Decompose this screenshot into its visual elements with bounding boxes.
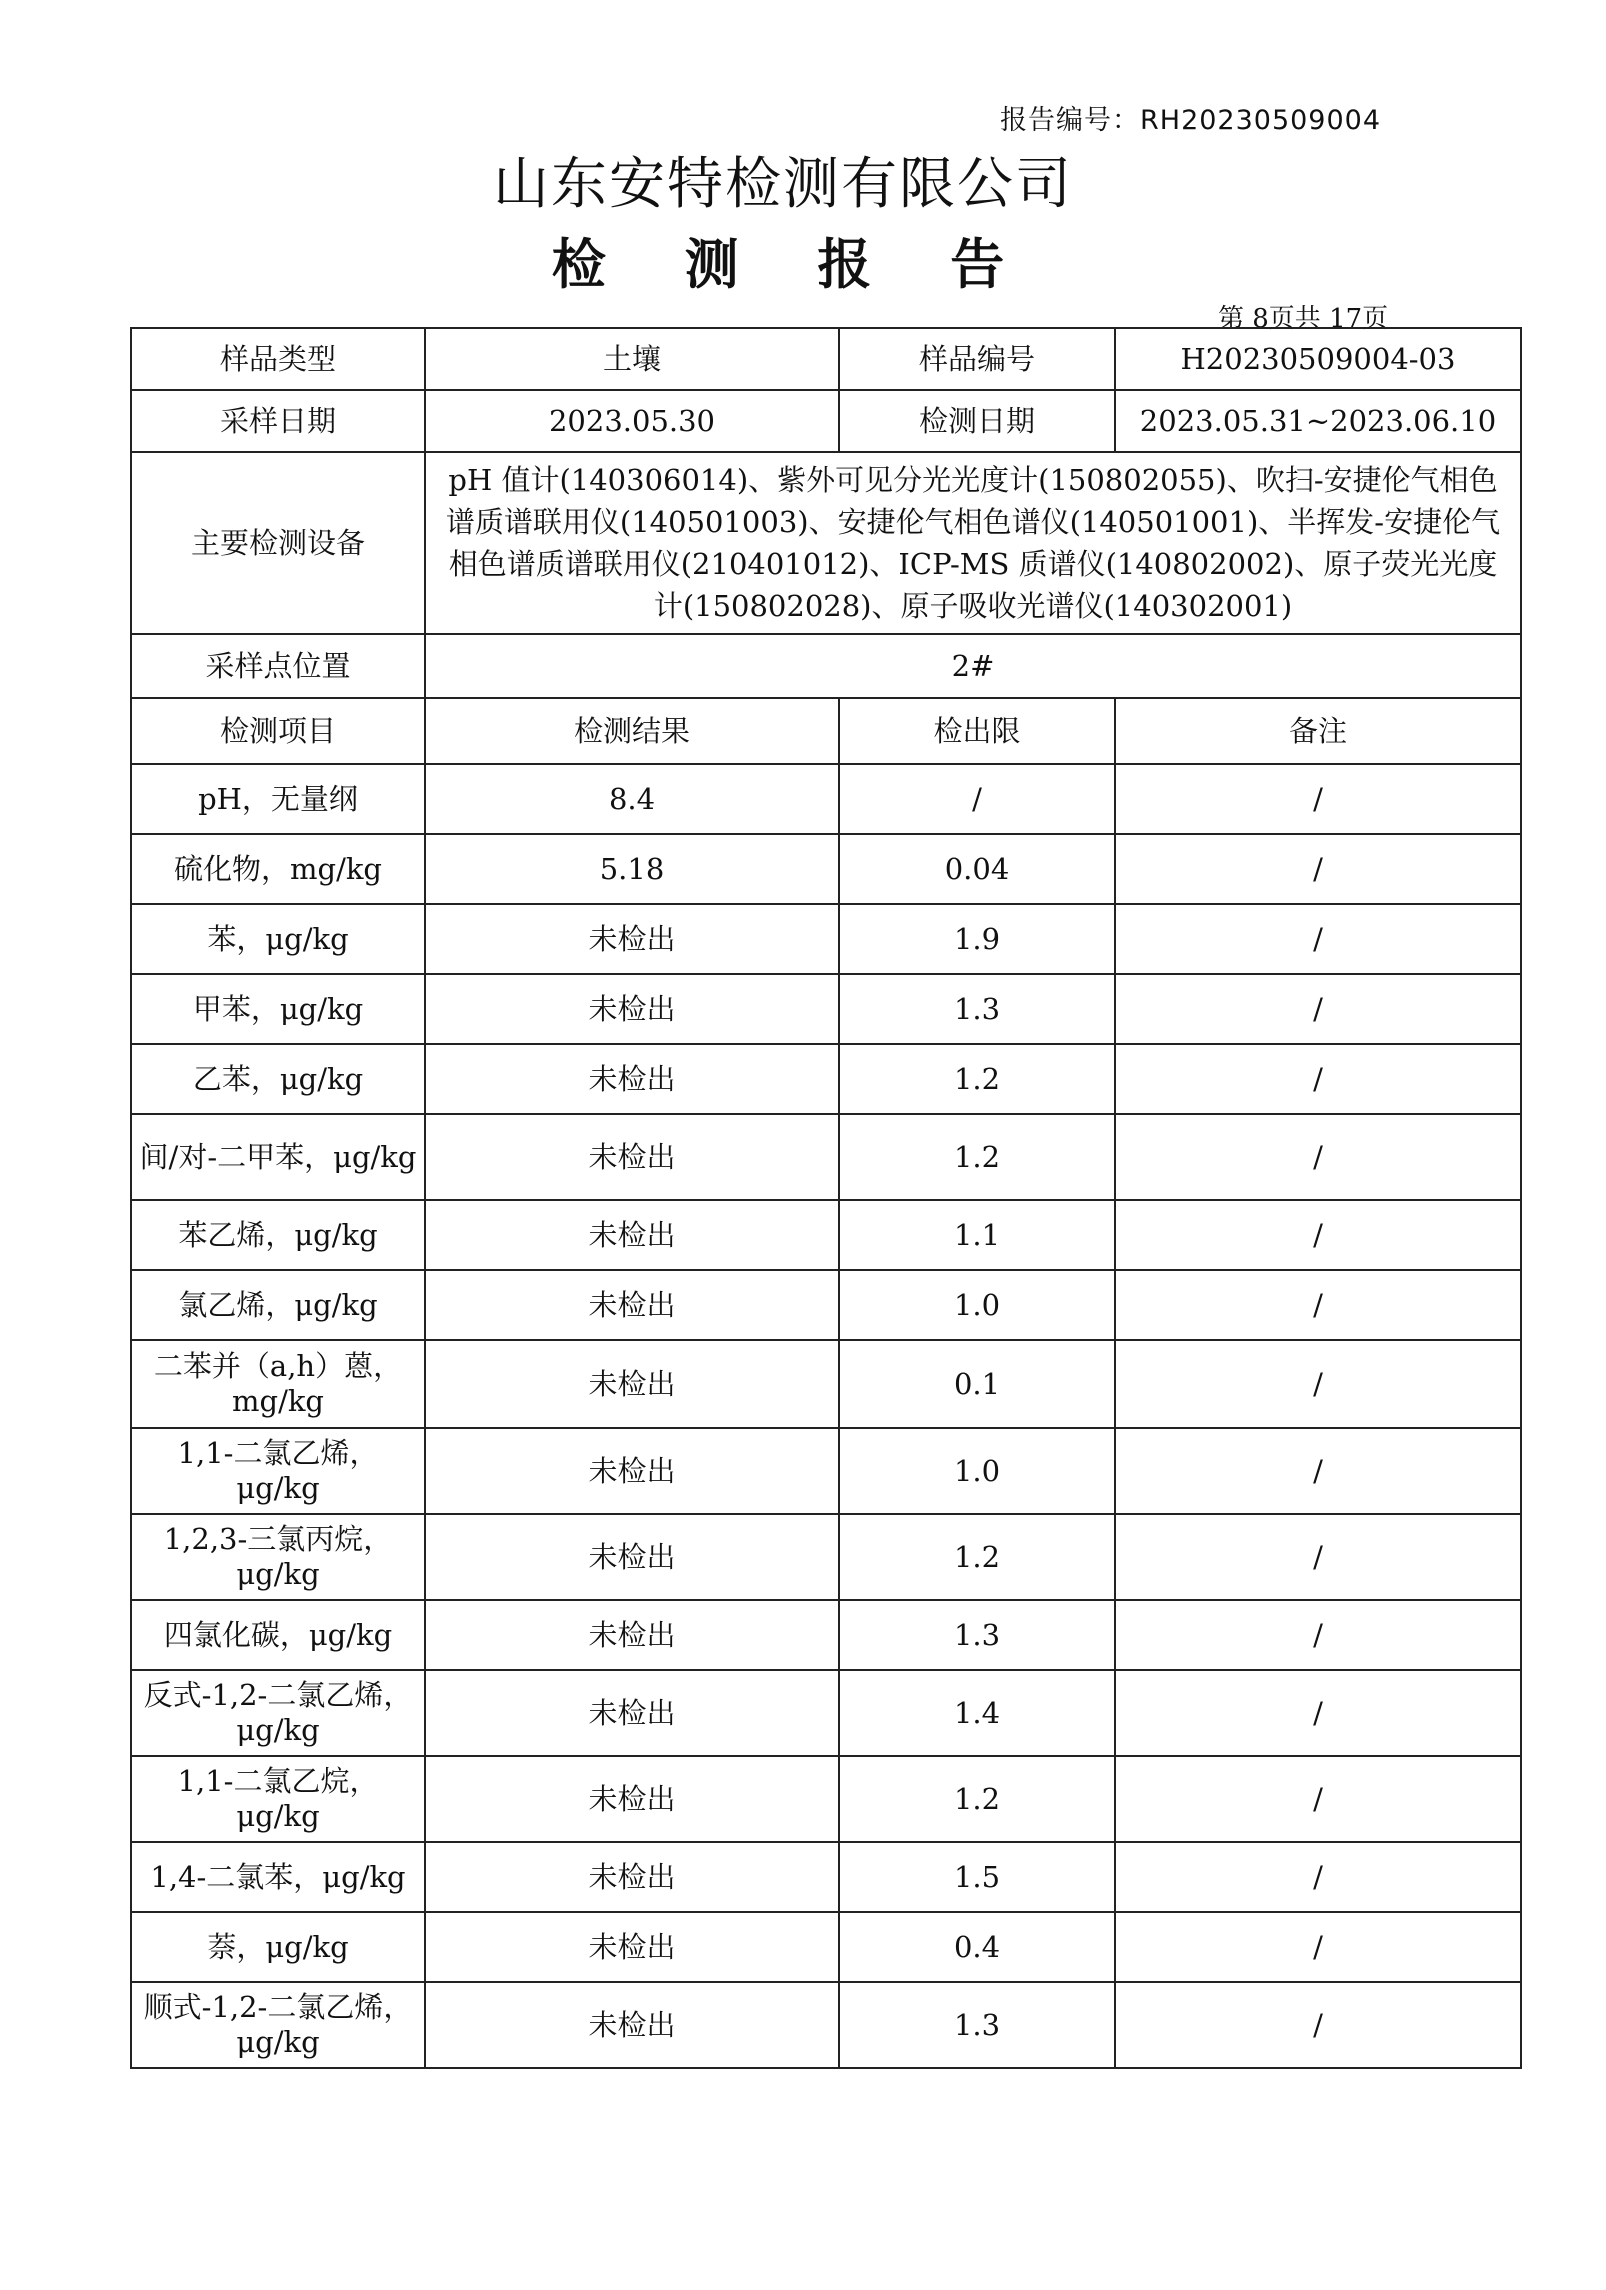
column-header-limit: 检出限 [839, 698, 1115, 764]
row-item: 1,4-二氯苯，μg/kg [131, 1842, 425, 1912]
row-note: / [1115, 1114, 1521, 1200]
row-result: 未检出 [425, 1514, 839, 1600]
row-result: 8.4 [425, 764, 839, 834]
table-row [131, 1044, 1521, 1114]
sample-type-row [131, 328, 1521, 390]
location-value: 2# [425, 634, 1521, 698]
row-result: 未检出 [425, 1982, 839, 2068]
sample-no-label: 样品编号 [839, 328, 1115, 390]
row-limit: 1.2 [839, 1044, 1115, 1114]
row-limit: 0.04 [839, 834, 1115, 904]
equipment-row [131, 452, 1521, 634]
table-row [131, 1600, 1521, 1670]
sampling-date-label: 采样日期 [131, 390, 425, 452]
row-limit: 1.5 [839, 1842, 1115, 1912]
row-item: 间/对-二甲苯，μg/kg [131, 1114, 425, 1200]
row-item: 硫化物，mg/kg [131, 834, 425, 904]
row-result: 未检出 [425, 1200, 839, 1270]
row-item: 顺式-1,2-二氯乙烯，μg/kg [131, 1982, 425, 2068]
sample-type-value: 土壤 [425, 328, 839, 390]
row-note: / [1115, 1912, 1521, 1982]
row-note: / [1115, 1756, 1521, 1842]
row-item: 乙苯，μg/kg [131, 1044, 425, 1114]
location-row [131, 634, 1521, 698]
row-item: 1,1-二氯乙烯，μg/kg [131, 1428, 425, 1514]
row-result: 未检出 [425, 1270, 839, 1340]
row-limit: 1.2 [839, 1514, 1115, 1600]
test-date-value: 2023.05.31~2023.06.10 [1115, 390, 1521, 452]
row-note: / [1115, 1670, 1521, 1756]
row-result: 未检出 [425, 974, 839, 1044]
row-result: 未检出 [425, 904, 839, 974]
report-table [130, 327, 1522, 2069]
row-limit: 1.3 [839, 974, 1115, 1044]
row-note: / [1115, 1340, 1521, 1428]
row-limit: 1.9 [839, 904, 1115, 974]
table-row [131, 1340, 1521, 1428]
row-limit: 0.1 [839, 1340, 1115, 1428]
row-result: 未检出 [425, 1044, 839, 1114]
row-note: / [1115, 1514, 1521, 1600]
row-note: / [1115, 974, 1521, 1044]
row-note: / [1115, 1270, 1521, 1340]
page-indicator: 第 8页共 17页 [1218, 304, 1389, 334]
row-result: 未检出 [425, 1600, 839, 1670]
row-limit: 0.4 [839, 1912, 1115, 1982]
row-limit: 1.4 [839, 1670, 1115, 1756]
row-item: 四氯化碳，μg/kg [131, 1600, 425, 1670]
table-row [131, 1670, 1521, 1756]
row-item: pH，无量纲 [131, 764, 425, 834]
table-row [131, 1912, 1521, 1982]
row-limit: 1.0 [839, 1270, 1115, 1340]
table-row [131, 1114, 1521, 1200]
row-note: / [1115, 1200, 1521, 1270]
row-limit: 1.1 [839, 1200, 1115, 1270]
row-item: 苯乙烯，μg/kg [131, 1200, 425, 1270]
row-result: 未检出 [425, 1912, 839, 1982]
row-result: 未检出 [425, 1842, 839, 1912]
row-limit: 1.2 [839, 1756, 1115, 1842]
test-date-label: 检测日期 [839, 390, 1115, 452]
row-item: 1,1-二氯乙烷，μg/kg [131, 1756, 425, 1842]
equipment-value: pH 值计(140306014)、紫外可见分光光度计(150802055)、吹扫-安捷伦气相色谱质谱联用仪(140501003)、安捷伦气相色谱仪(140501001)、半挥发-安捷伦气相色谱质谱联用仪(210401012)、ICP-MS 质谱仪(140802002)、原子荧光光度计(150802028)、原子吸收光谱仪(140302001) [425, 452, 1521, 634]
table-row [131, 974, 1521, 1044]
column-header-row [131, 698, 1521, 764]
table-row [131, 834, 1521, 904]
table-row [131, 1982, 1521, 2068]
sampling-date-value: 2023.05.30 [425, 390, 839, 452]
table-row [131, 1428, 1521, 1514]
row-limit: 1.3 [839, 1600, 1115, 1670]
row-note: / [1115, 1982, 1521, 2068]
company-name: 山东安特检测有限公司 [493, 152, 1073, 217]
column-header-item: 检测项目 [131, 698, 425, 764]
row-item: 甲苯，μg/kg [131, 974, 425, 1044]
row-note: / [1115, 1044, 1521, 1114]
table-row [131, 1200, 1521, 1270]
row-result: 未检出 [425, 1428, 839, 1514]
row-note: / [1115, 1600, 1521, 1670]
row-limit: 1.3 [839, 1982, 1115, 2068]
column-header-note: 备注 [1115, 698, 1521, 764]
table-row [131, 904, 1521, 974]
location-label: 采样点位置 [131, 634, 425, 698]
row-note: / [1115, 1842, 1521, 1912]
row-item: 苯，μg/kg [131, 904, 425, 974]
table-row [131, 1842, 1521, 1912]
row-note: / [1115, 834, 1521, 904]
row-note: / [1115, 764, 1521, 834]
table-row [131, 1756, 1521, 1842]
row-result: 未检出 [425, 1756, 839, 1842]
row-item: 氯乙烯，μg/kg [131, 1270, 425, 1340]
table-row [131, 764, 1521, 834]
row-item: 萘，μg/kg [131, 1912, 425, 1982]
table-row [131, 1514, 1521, 1600]
row-note: / [1115, 904, 1521, 974]
row-result: 未检出 [425, 1670, 839, 1756]
row-result: 5.18 [425, 834, 839, 904]
row-item: 1,2,3-三氯丙烷，μg/kg [131, 1514, 425, 1600]
row-limit: 1.2 [839, 1114, 1115, 1200]
row-limit: 1.0 [839, 1428, 1115, 1514]
row-item: 二苯并（a,h）蒽，mg/kg [131, 1340, 425, 1428]
table-row [131, 1270, 1521, 1340]
report-number: 报告编号：RH20230509004 [1000, 105, 1382, 136]
row-item: 反式-1,2-二氯乙烯，μg/kg [131, 1670, 425, 1756]
equipment-label: 主要检测设备 [131, 452, 425, 634]
column-header-result: 检测结果 [425, 698, 839, 764]
sample-no-value: H20230509004-03 [1115, 328, 1521, 390]
row-result: 未检出 [425, 1340, 839, 1428]
row-note: / [1115, 1428, 1521, 1514]
date-row [131, 390, 1521, 452]
document-title: 检 测 报 告 [551, 233, 1035, 296]
row-result: 未检出 [425, 1114, 839, 1200]
sample-type-label: 样品类型 [131, 328, 425, 390]
row-limit: / [839, 764, 1115, 834]
